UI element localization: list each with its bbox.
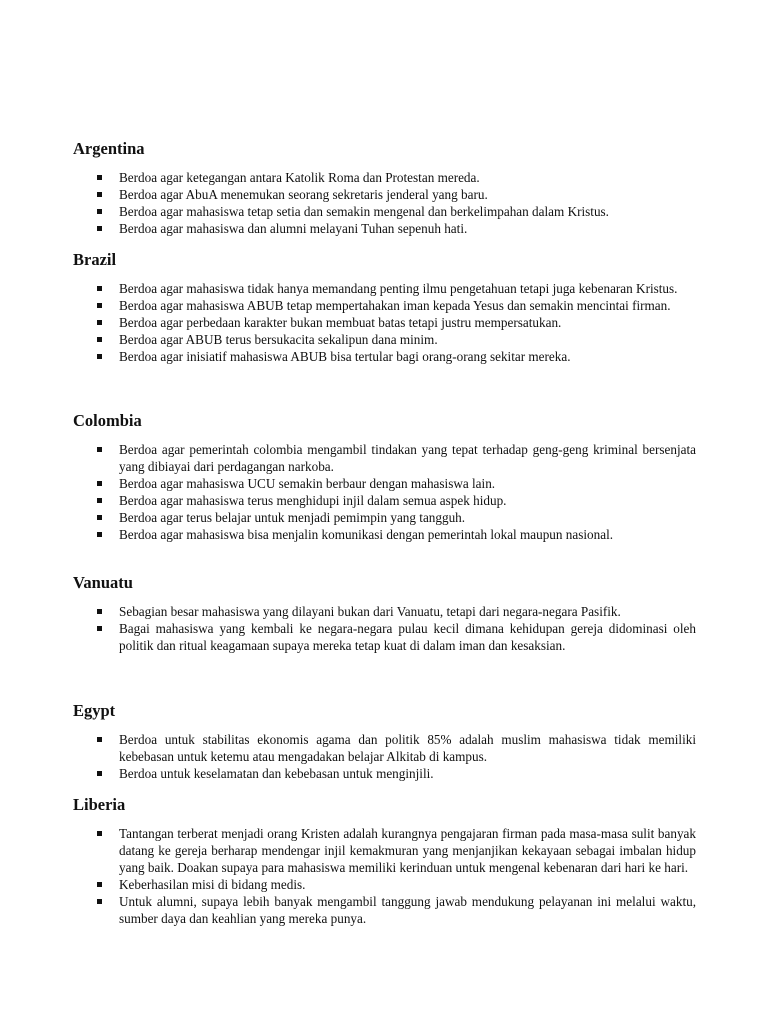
square-bullet-icon: [97, 737, 102, 742]
prayer-list: [73, 731, 696, 782]
list-item: [73, 765, 696, 782]
square-bullet-icon: [97, 498, 102, 503]
list-item: [73, 603, 696, 620]
list-item-text: Sebagian besar mahasiswa yang dilayani bukan dari Vanuatu, tetapi dari negara-negara Pasifik.: [119, 604, 621, 619]
list-item-text: Berdoa agar mahasiswa terus menghidupi injil dalam semua aspek hidup.: [119, 493, 507, 508]
list-item: [73, 441, 696, 475]
list-item-text: Berdoa agar mahasiswa dan alumni melayani Tuhan sepenuh hati.: [119, 221, 468, 236]
prayer-list: [73, 441, 696, 543]
list-item: [73, 297, 696, 314]
list-item-text: Berdoa agar ABUB terus bersukacita sekalipun dana minim.: [119, 332, 438, 347]
list-item-text: Berdoa untuk keselamatan dan kebebasan untuk menginjili.: [119, 766, 434, 781]
list-item-text: Berdoa untuk stabilitas ekonomis agama dan politik 85% adalah muslim mahasiswa tidak memiliki kebebasan untuk ketemu atau mengadakan belajar Alkitab di kampus.: [119, 732, 696, 764]
list-item: [73, 280, 696, 297]
square-bullet-icon: [97, 447, 102, 452]
prayer-list: [73, 825, 696, 927]
list-item: [73, 203, 696, 220]
list-item: [73, 220, 696, 237]
square-bullet-icon: [97, 354, 102, 359]
list-item: [73, 526, 696, 543]
list-item: [73, 348, 696, 365]
list-item: [73, 475, 696, 492]
list-item: [73, 509, 696, 526]
square-bullet-icon: [97, 226, 102, 231]
square-bullet-icon: [97, 320, 102, 325]
section-heading: Liberia: [73, 795, 126, 814]
square-bullet-icon: [97, 209, 102, 214]
square-bullet-icon: [97, 192, 102, 197]
section-brazil: [73, 250, 696, 365]
list-item: [73, 331, 696, 348]
section-heading: Colombia: [73, 411, 142, 430]
list-item: [73, 825, 696, 876]
square-bullet-icon: [97, 899, 102, 904]
list-item: [73, 186, 696, 203]
list-item: [73, 620, 696, 654]
square-bullet-icon: [97, 481, 102, 486]
list-item-text: Berdoa agar mahasiswa tidak hanya memandang penting ilmu pengetahuan tetapi juga kebenaran Kristus.: [119, 281, 678, 296]
list-item-text: Keberhasilan misi di bidang medis.: [119, 877, 306, 892]
square-bullet-icon: [97, 771, 102, 776]
section-heading: Argentina: [73, 139, 145, 158]
prayer-list: [73, 169, 696, 237]
list-item-text: Berdoa agar mahasiswa UCU semakin berbaur dengan mahasiswa lain.: [119, 476, 496, 491]
square-bullet-icon: [97, 175, 102, 180]
list-item: [73, 314, 696, 331]
list-item-text: Untuk alumni, supaya lebih banyak mengambil tanggung jawab mendukung pelayanan ini melalui waktu, sumber daya dan keahlian yang mereka punya.: [119, 894, 696, 926]
list-item: [73, 169, 696, 186]
list-item-text: Berdoa agar inisiatif mahasiswa ABUB bisa tertular bagi orang-orang sekitar mereka.: [119, 349, 571, 364]
section-heading: Egypt: [73, 701, 116, 720]
list-item-text: Berdoa agar mahasiswa ABUB tetap mempertahakan iman kepada Yesus dan semakin mencintai firman.: [119, 298, 671, 313]
list-item: [73, 492, 696, 509]
list-item-text: Berdoa agar terus belajar untuk menjadi pemimpin yang tangguh.: [119, 510, 466, 525]
section-heading: Brazil: [73, 250, 117, 269]
list-item-text: Berdoa agar AbuA menemukan seorang sekretaris jenderal yang baru.: [119, 187, 488, 202]
square-bullet-icon: [97, 303, 102, 308]
list-item-text: Berdoa agar pemerintah colombia mengambil tindakan yang tepat terhadap geng-geng kriminal bersenjata yang dibiayai dari perdagangan narkoba.: [119, 442, 696, 474]
section-liberia: [73, 795, 696, 927]
section-egypt: [73, 701, 696, 782]
list-item: [73, 876, 696, 893]
list-item-text: Tantangan terberat menjadi orang Kristen adalah kurangnya pengajaran firman pada masa-masa sulit banyak datang ke gereja berharap mendengar injil kemakmuran yang menjanjikan kekayaan sebagai imbalan hidup yang baik. Doakan supaya para mahasiswa memiliki kerinduan untuk mengenal kebenaran dari hari ke hari.: [119, 826, 696, 875]
list-item-text: Berdoa agar ketegangan antara Katolik Roma dan Protestan mereda.: [119, 170, 480, 185]
section-argentina: [73, 139, 696, 237]
square-bullet-icon: [97, 831, 102, 836]
list-item-text: Bagai mahasiswa yang kembali ke negara-negara pulau kecil dimana kehidupan gereja didominasi oleh politik dan ritual keagamaan supaya mereka tetap kuat di dalam iman dan kesaksian.: [119, 621, 696, 653]
section-colombia: [73, 411, 696, 543]
square-bullet-icon: [97, 626, 102, 631]
section-heading: Vanuatu: [73, 573, 133, 592]
list-item: [73, 731, 696, 765]
list-item: [73, 893, 696, 927]
section-vanuatu: [73, 573, 696, 654]
prayer-list: [73, 280, 696, 365]
square-bullet-icon: [97, 286, 102, 291]
prayer-list: [73, 603, 696, 654]
square-bullet-icon: [97, 532, 102, 537]
list-item-text: Berdoa agar perbedaan karakter bukan membuat batas tetapi justru mempersatukan.: [119, 315, 562, 330]
square-bullet-icon: [97, 882, 102, 887]
square-bullet-icon: [97, 609, 102, 614]
square-bullet-icon: [97, 337, 102, 342]
list-item-text: Berdoa agar mahasiswa bisa menjalin komunikasi dengan pemerintah lokal maupun nasional.: [119, 527, 614, 542]
square-bullet-icon: [97, 515, 102, 520]
list-item-text: Berdoa agar mahasiswa tetap setia dan semakin mengenal dan berkelimpahan dalam Kristus.: [119, 204, 609, 219]
